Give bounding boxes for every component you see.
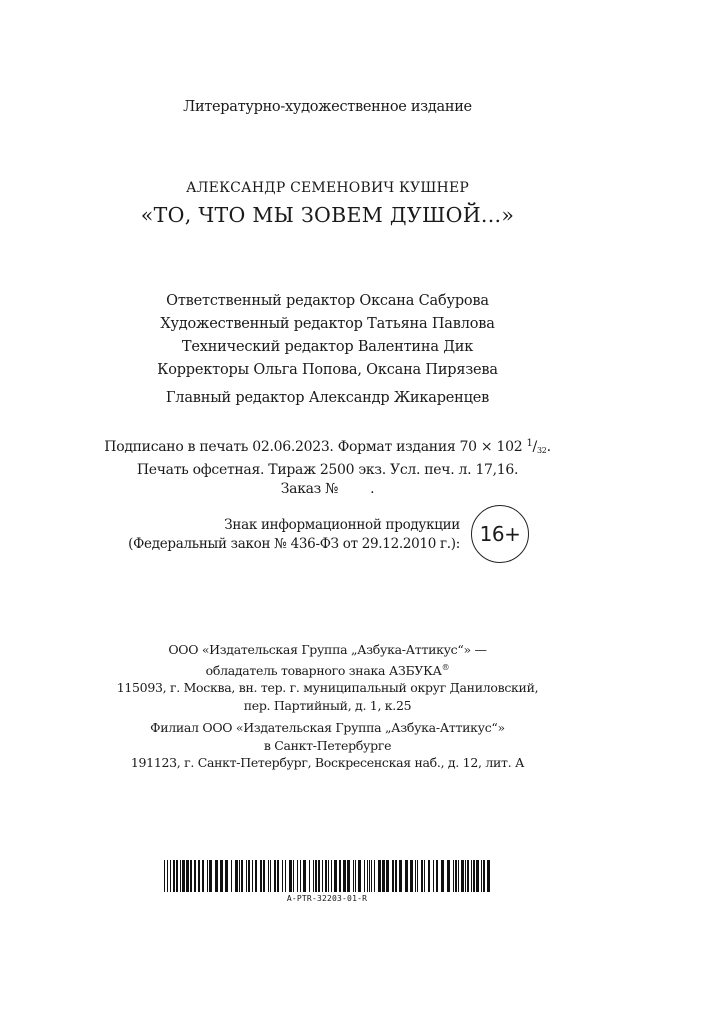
branch-name: Филиал ООО «Издательская Группа „Азбука-Аттикус“»: [150, 720, 505, 736]
age-rating-badge: 16+: [471, 505, 529, 563]
format-denominator: 32: [536, 446, 547, 455]
publisher-trademark: [0, 659, 655, 680]
publisher-address-line1: 115093, г. Москва, вн. тер. г. муниципальный округ Даниловский,: [116, 680, 539, 696]
publisher-name: ООО «Издательская Группа „Азбука-Аттикус“» —: [168, 642, 487, 657]
format-slash: /: [532, 439, 537, 455]
order-line: [0, 480, 655, 500]
credit-proofreaders: Корректоры Ольга Попова, Оксана Пирязева: [157, 362, 498, 378]
format-fraction: [526, 439, 546, 455]
barcode-icon: [164, 860, 490, 892]
credit-chief-editor: Главный редактор Александр Жикаренцев: [165, 390, 490, 406]
order-label: Заказ №: [280, 481, 339, 497]
print-run-line: Печать офсетная. Тираж 2500 экз. Усл. печ. л. 17,16.: [136, 461, 519, 478]
publisher-address-line2: пер. Партийный, д. 1, к.25: [243, 697, 412, 713]
branch-city: в Санкт-Петербурге: [263, 737, 392, 753]
edition-type: Литературно-художественное издание: [183, 99, 472, 115]
print-signed-line: [0, 434, 655, 461]
book-author: АЛЕКСАНДР СЕМЕНОВИЧ КУШНЕР: [185, 180, 470, 196]
info-product-label: [110, 516, 460, 554]
print-info-block: [0, 434, 655, 500]
barcode-text: A-PTR-32203-01-R: [286, 894, 368, 903]
publisher-block: [0, 641, 655, 772]
credits-block: [0, 290, 655, 410]
print-signed-text: Подписано в печать 02.06.2023. Формат издания 70 × 102: [104, 439, 523, 455]
credit-technical-editor: Технический редактор Валентина Дик: [181, 339, 474, 355]
credit-art-editor: Художественный редактор Татьяна Павлова: [160, 316, 495, 332]
book-title: «ТО, ЧТО МЫ ЗОВЕМ ДУШОЙ...»: [140, 203, 515, 227]
registered-mark: ®: [441, 662, 450, 672]
format-end: .: [546, 439, 551, 455]
branch-address: 191123, г. Санкт-Петербург, Воскресенская наб., д. 12, лит. А: [130, 755, 525, 771]
credit-responsible-editor: Ответственный редактор Оксана Сабурова: [166, 293, 489, 309]
info-product-label-line1: Знак информационной продукции: [224, 517, 460, 533]
format-numerator: 1: [526, 438, 533, 449]
publisher-trademark-text: обладатель товарного знака АЗБУКА: [205, 662, 442, 678]
order-end: .: [370, 481, 375, 497]
info-product-label-line2: (Федеральный закон № 436-ФЗ от 29.12.2010 г.):: [128, 536, 460, 552]
